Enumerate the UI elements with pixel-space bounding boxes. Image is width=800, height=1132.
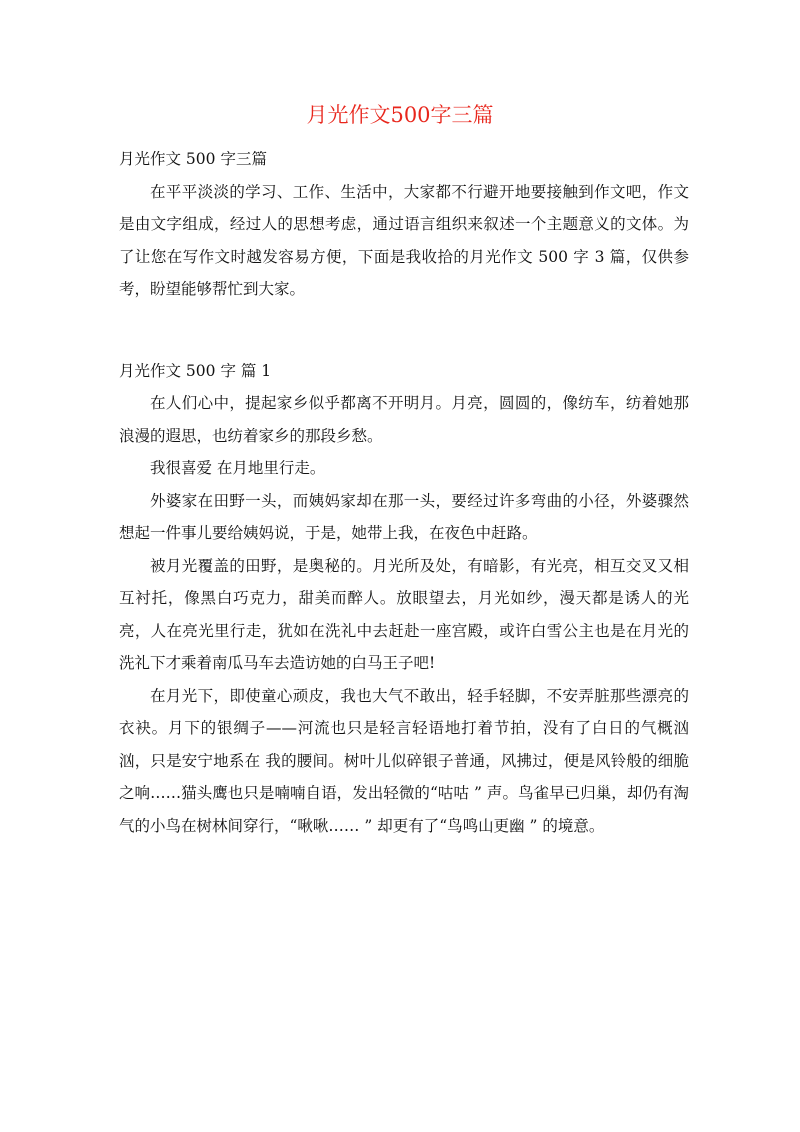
body-paragraph: 外婆家在田野一头，而姨妈家却在那一头，要经过许多弯曲的小径，外婆骤然想起一件事儿要给姨妈说，于是，她带上我，在夜色中赶路。 (119, 491, 689, 542)
body-paragraph: 我很喜爱 在月地里行走。 (150, 459, 326, 477)
body-paragraph: 在月光下，即使童心顽皮，我也大气不敢出，轻手轻脚，不安弄脏那些漂亮的衣袂。月下的银绸子——河流也只是轻言轻语地打着节拍，没有了白日的气概汹汹，只是安宁地系在 我的腰间。树叶儿似碎银子普通，风拂过，便是风铃般的细脆之响……猫头鹰也只是喃喃自语，发出轻微的“咕咕 ” 声。鸟雀早已归巢，却仍有淘气的小鸟在树林间穿行，“啾啾…… ” 却更有了“鸟鸣山更幽 ” 的境意。 (119, 686, 689, 835)
section-heading: 月光作文 500 字 篇 1 (119, 361, 272, 380)
document-subtitle: 月光作文 500 字三篇 (119, 150, 267, 168)
body-paragraph: 被月光覆盖的田野，是奥秘的。月光所及处，有暗影，有光亮，相互交叉又相互衬托，像黑白巧克力，甜美而醉人。放眼望去，月光如纱，漫天都是诱人的光亮，人在亮光里行走，犹如在洗礼中去赶赴一座宫殿，或许白雪公主也是在月光的洗礼下才乘着南瓜马车去造访她的白马王子吧! (119, 556, 689, 672)
document-title: 月光作文500字三篇 (306, 103, 494, 127)
intro-paragraph: 在平平淡淡的学习、工作、生活中，大家都不行避开地要接触到作文吧，作文是由文字组成，经过人的思想考虑，通过语言组织来叙述一个主题意义的文体。为了让您在写作文时越发容易方便，下面是我收拾的月光作文 500 字 3 篇，仅供参考，盼望能够帮忙到大家。 (119, 182, 689, 298)
body-paragraph: 在人们心中，提起家乡似乎都离不开明月。月亮，圆圆的，像纺车，纺着她那浪漫的遐思，也纺着家乡的那段乡愁。 (119, 394, 689, 445)
document-body (119, 143, 689, 842)
section-gap (119, 306, 689, 355)
